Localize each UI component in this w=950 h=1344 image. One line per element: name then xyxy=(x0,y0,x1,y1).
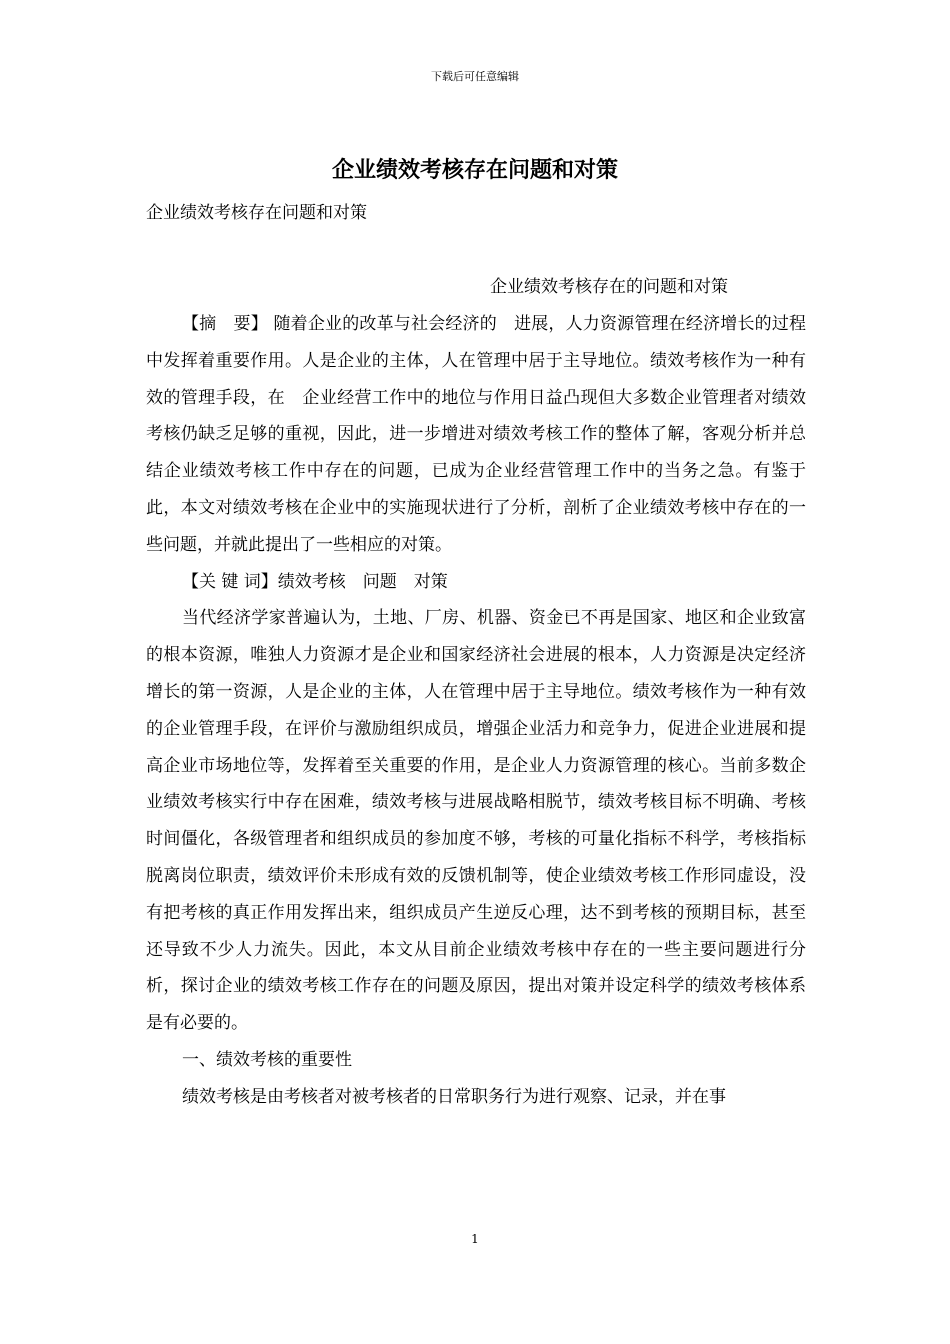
section-heading: 企业绩效考核存在的问题和对策 xyxy=(490,277,728,297)
page-header: 下载后可任意编辑 xyxy=(431,70,519,83)
page-number: 1 xyxy=(471,1232,479,1246)
keywords-paragraph: 【关 键 词】绩效考核 问题 对策 xyxy=(182,571,448,592)
document-title: 企业绩效考核存在问题和对策 xyxy=(331,157,618,183)
heading-importance: 一、绩效考核的重要性 xyxy=(182,1049,352,1070)
document-subtitle: 企业绩效考核存在问题和对策 xyxy=(146,203,367,223)
document-body xyxy=(146,306,806,1116)
body-paragraph-intro: 当代经济学家普遍认为，土地、厂房、机器、资金已不再是国家、地区和企业致富的根本资源，唯独人力资源才是企业和国家经济社会进展的根本，人力资源是决定经济增长的第一资源，人是企业的主体，人在管理中居于主导地位。绩效考核作为一种有效的企业管理手段，在评价与激励组织成员，增强企业活力和竞争力，促进企业进展和提高企业市场地位等，发挥着至关重要的作用，是企业人力资源管理的核心。当前多数企业绩效考核实行中存在困难，绩效考核与进展战略相脱节，绩效考核目标不明确、考核时间僵化，各级管理者和组织成员的参加度不够，考核的可量化指标不科学，考核指标脱离岗位职责，绩效评价未形成有效的反馈机制等，使企业绩效考核工作形同虚设，没有把考核的真正作用发挥出来，组织成员产生逆反心理，达不到考核的预期目标，甚至还导致不少人力流失。因此，本文从目前企业绩效考核中存在的一些主要问题进行分析，探讨企业的绩效考核工作存在的问题及原因，提出对策并设定科学的绩效考核体系是有必要的。 xyxy=(146,608,806,1034)
body-paragraph-definition: 绩效考核是由考核者对被考核者的日常职务行为进行观察、记录，并在事 xyxy=(182,1086,726,1107)
abstract-paragraph: 【摘 要】 随着企业的改革与社会经济的 进展，人力资源管理在经济增长的过程中发挥着重要作用。人是企业的主体，人在管理中居于主导地位。绩效考核作为一种有效的管理手段，在 企业经营工作中的地位与作用日益凸现但大多数企业管理者对绩效考核仍缺乏足够的重视，因此，进一步增进对绩效考核工作的整体了解，客观分析并总结企业绩效考核工作中存在的问题，已成为企业经营管理工作中的当务之急。有鉴于此，本文对绩效考核在企业中的实施现状进行了分析，剖析了企业绩效考核中存在的一些问题，并就此提出了一些相应的对策。 xyxy=(146,314,806,555)
